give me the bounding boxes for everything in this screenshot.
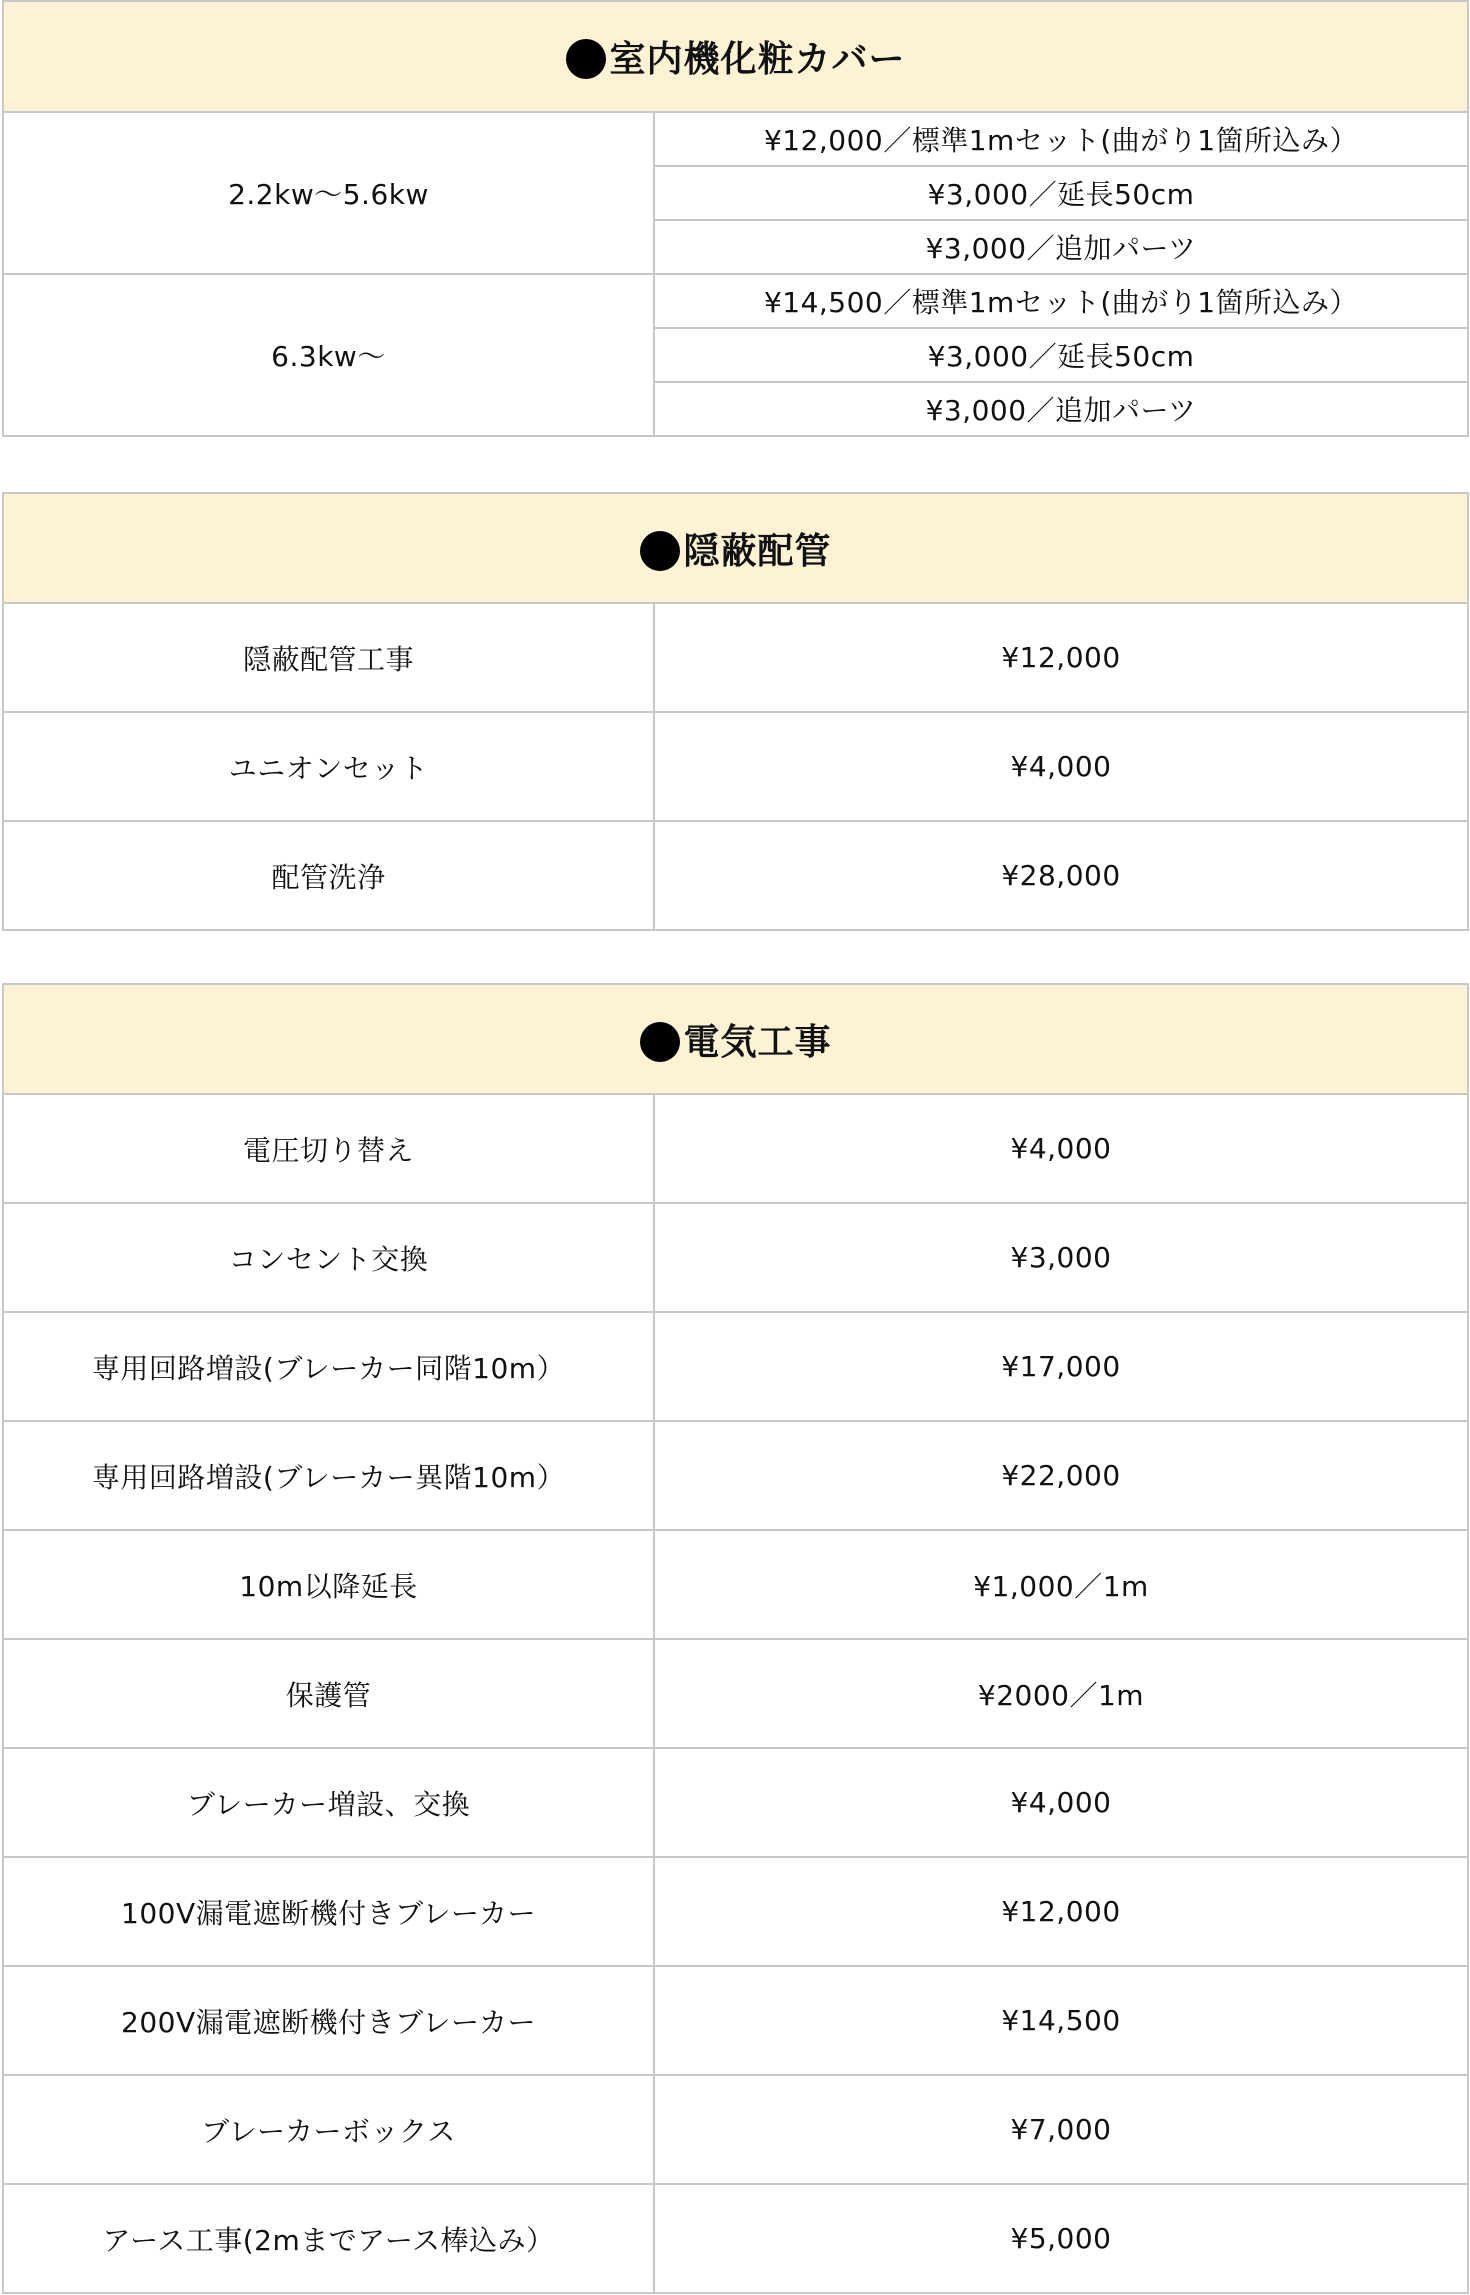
price-cell: ¥1,000／1m — [654, 1530, 1468, 1639]
price-cell: ¥3,000／延長50cm — [654, 328, 1468, 382]
circle-bullet-icon — [640, 1022, 680, 1062]
item-cell: アース工事(2mまでアース棒込み） — [3, 2184, 654, 2293]
item-cell: ブレーカーボックス — [3, 2075, 654, 2184]
item-cell: ユニオンセット — [3, 712, 654, 821]
concealed-piping-table — [2, 492, 1469, 931]
price-cell: ¥3,000／追加パーツ — [654, 220, 1468, 274]
indoor-cover-header — [3, 1, 1468, 112]
table-row — [3, 1966, 1468, 2075]
table-row — [3, 1857, 1468, 1966]
price-cell: ¥22,000 — [654, 1421, 1468, 1530]
price-cell: ¥4,000 — [654, 712, 1468, 821]
table-row — [3, 712, 1468, 821]
price-cell: ¥12,000／標準1mセット(曲がり1箇所込み） — [654, 112, 1468, 166]
price-cell: ¥4,000 — [654, 1748, 1468, 1857]
table-row — [3, 1312, 1468, 1421]
circle-bullet-icon — [566, 39, 606, 79]
price-cell: ¥2000／1m — [654, 1639, 1468, 1748]
price-cell: ¥12,000 — [654, 603, 1468, 712]
table-row — [3, 821, 1468, 930]
capacity-label: 2.2kw～5.6kw — [3, 112, 654, 274]
capacity-label: 6.3kw～ — [3, 274, 654, 436]
price-cell: ¥14,500／標準1mセット(曲がり1箇所込み） — [654, 274, 1468, 328]
price-cell: ¥3,000／延長50cm — [654, 166, 1468, 220]
table-row — [3, 1639, 1468, 1748]
price-cell: ¥4,000 — [654, 1094, 1468, 1203]
price-cell: ¥7,000 — [654, 2075, 1468, 2184]
price-cell: ¥12,000 — [654, 1857, 1468, 1966]
table-row — [3, 1748, 1468, 1857]
concealed-piping-header — [3, 493, 1468, 603]
section-title: 隠蔽配管 — [683, 530, 832, 572]
section-title: 電気工事 — [683, 1021, 832, 1063]
item-cell: 200V漏電遮断機付きブレーカー — [3, 1966, 654, 2075]
table-row — [3, 1203, 1468, 1312]
circle-bullet-icon — [640, 531, 680, 571]
section-title: 室内機化粧カバー — [609, 39, 906, 80]
table-row — [3, 1530, 1468, 1639]
item-cell: 配管洗浄 — [3, 821, 654, 930]
table-row — [3, 1421, 1468, 1530]
price-cell: ¥28,000 — [654, 821, 1468, 930]
item-cell: 100V漏電遮断機付きブレーカー — [3, 1857, 654, 1966]
price-cell: ¥17,000 — [654, 1312, 1468, 1421]
item-cell: 保護管 — [3, 1639, 654, 1748]
price-cell: ¥3,000 — [654, 1203, 1468, 1312]
price-cell: ¥5,000 — [654, 2184, 1468, 2293]
price-cell: ¥3,000／追加パーツ — [654, 382, 1468, 436]
electrical-work-table — [2, 983, 1469, 2294]
item-cell: 専用回路増設(ブレーカー同階10m） — [3, 1312, 654, 1421]
item-cell: 10m以降延長 — [3, 1530, 654, 1639]
price-cell: ¥14,500 — [654, 1966, 1468, 2075]
table-row — [3, 603, 1468, 712]
item-cell: 専用回路増設(ブレーカー異階10m） — [3, 1421, 654, 1530]
item-cell: 隠蔽配管工事 — [3, 603, 654, 712]
item-cell: コンセント交換 — [3, 1203, 654, 1312]
electrical-work-header — [3, 984, 1468, 1094]
item-cell: 電圧切り替え — [3, 1094, 654, 1203]
table-row — [3, 2184, 1468, 2293]
indoor-cover-table — [2, 0, 1469, 437]
table-row — [3, 1094, 1468, 1203]
table-row — [3, 2075, 1468, 2184]
item-cell: ブレーカー増設、交換 — [3, 1748, 654, 1857]
